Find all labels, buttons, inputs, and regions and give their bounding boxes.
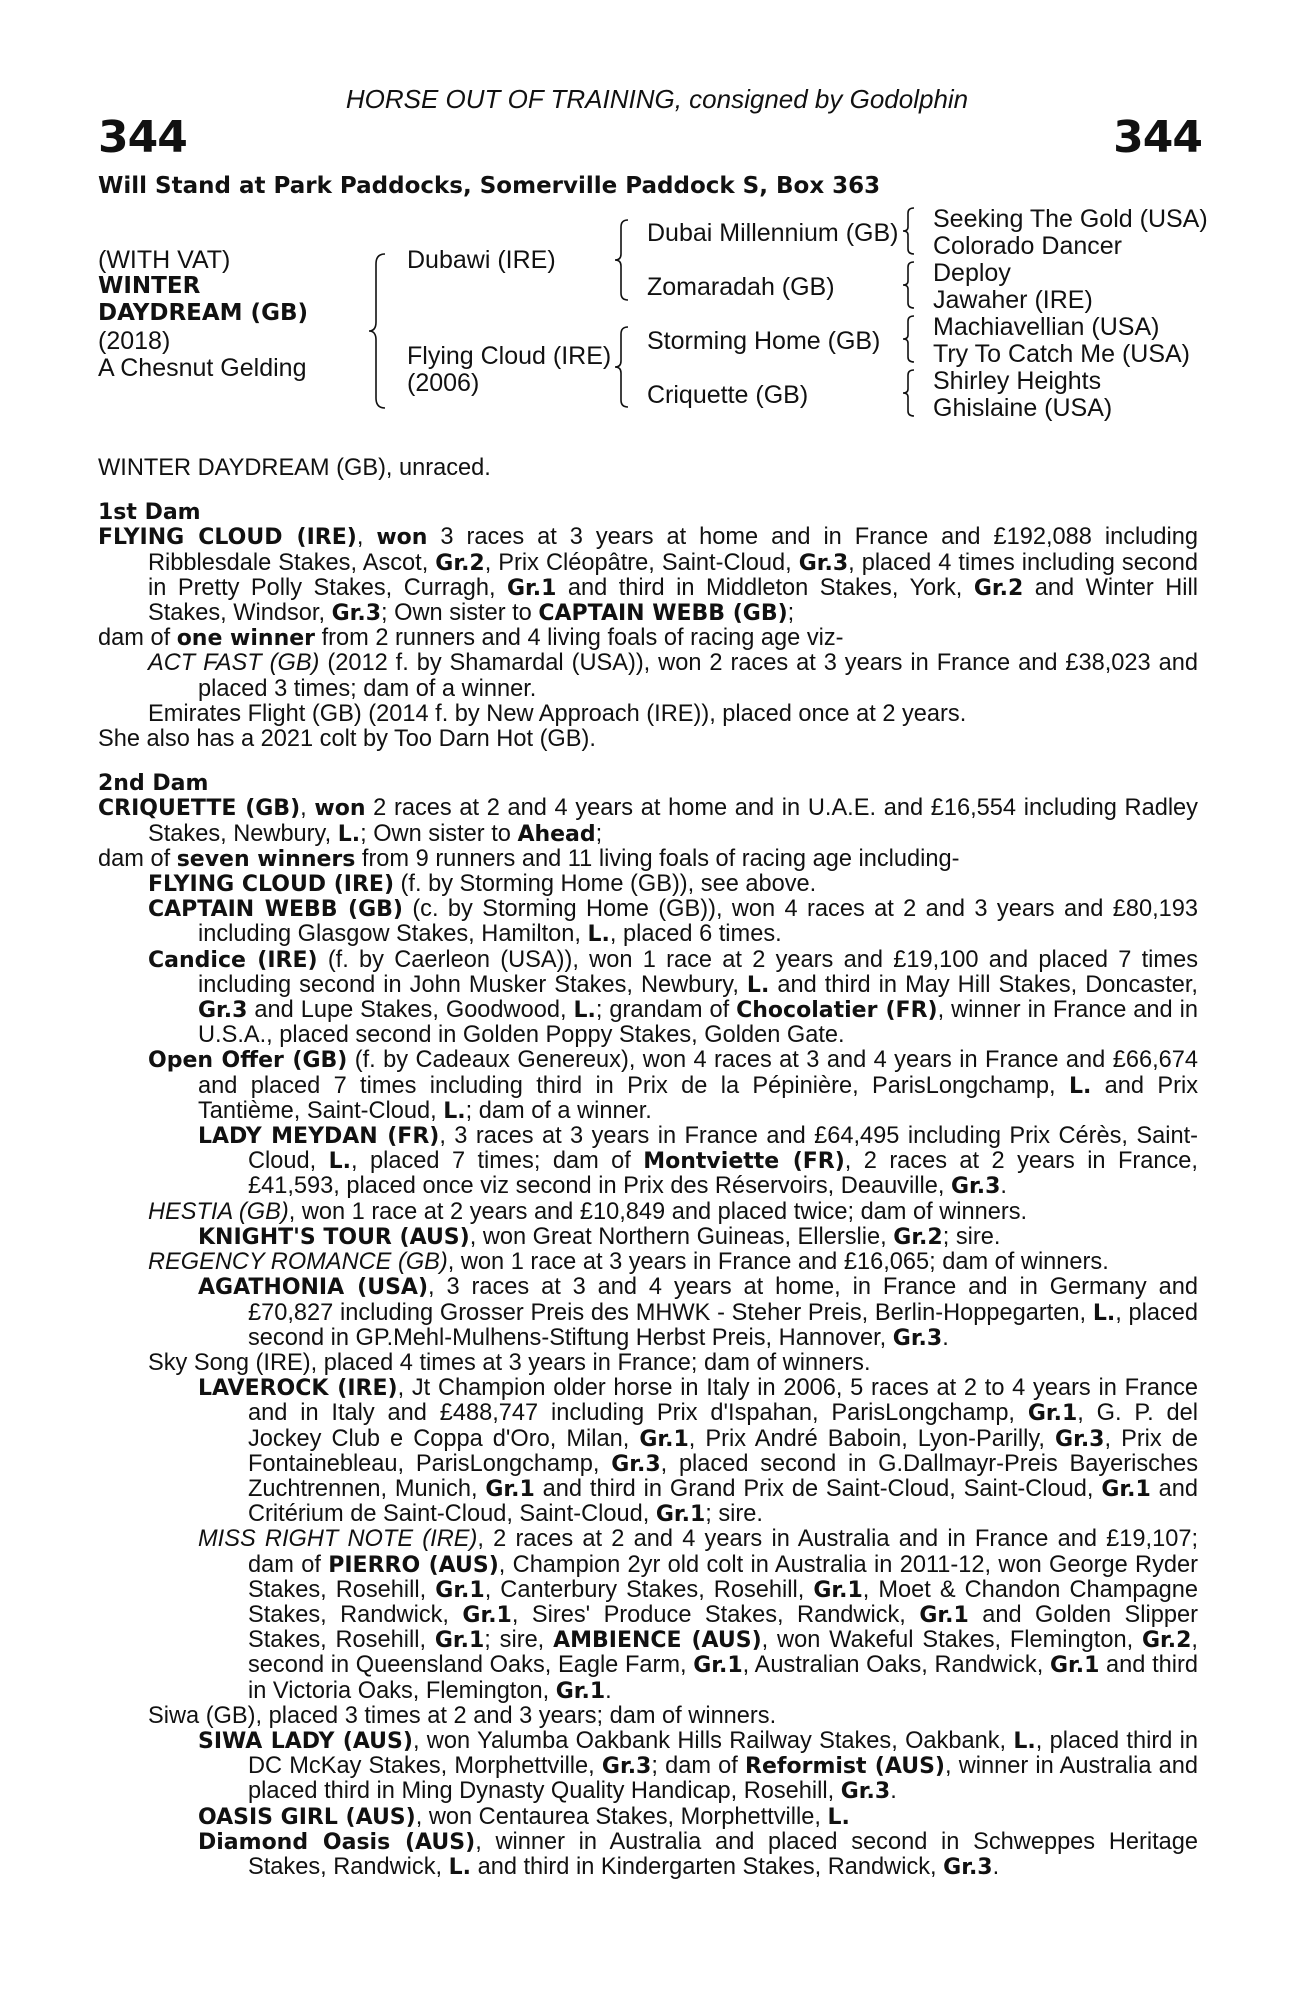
produce-2021-colt: She also has a 2021 colt by Too Darn Hot (GB). [98, 726, 596, 753]
produce-lady-meydan: LADY MEYDAN (FR), 3 races at 3 years in France and £64,495 including Prix Cérès, Saint-Cloud, L., placed 7 times; dam of Montviette (FR), 2 races at 2 years in France, £41,593, placed once viz second in Prix des Réservoirs, Deauville, Gr.3. [198, 1123, 1198, 1200]
stand-location: Will Stand at Park Paddocks, Somerville Paddock S, Box 363 [98, 173, 881, 199]
dam-year: (2006) [407, 369, 480, 397]
sire-sire: Dubai Millennium (GB) [647, 219, 899, 247]
foaling-year: (2018) [98, 327, 171, 355]
produce-laverock: LAVEROCK (IRE), Jt Champion older horse in Italy in 2006, 5 races at 2 to 4 years in France and in Italy and £488,747 including Prix d'Ispahan, ParisLongchamp, Gr.1, G. P. del Jockey Club e Coppa d'Oro, Milan, Gr.1, Prix André Baboin, Lyon-Parilly, Gr.3, Prix de Fontainebleau, ParisLongchamp, Gr.3, placed second in G.Dallmayr-Preis Bayerisches Zuchtrennen, Munich, Gr.1 and third in Grand Prix de Saint-Cloud, Saint-Cloud, Gr.1 and Critérium de Saint-Cloud, Saint-Cloud, Gr.1; sire. [198, 1375, 1199, 1528]
pedigree-brace-dam [614, 325, 632, 409]
ancestor-7: Shirley Heights [933, 367, 1102, 395]
ancestor-8: Ghislaine (USA) [933, 394, 1113, 422]
consignment-line: HORSE OUT OF TRAINING, consigned by Godolphin [345, 84, 969, 114]
first-dam-produce-summary: dam of one winner from 2 runners and 4 living foals of racing age viz- [98, 625, 844, 652]
dam-name: Flying Cloud (IRE) [407, 342, 612, 370]
pedigree-brace-gen1 [368, 252, 390, 410]
sire-name: Dubawi (IRE) [407, 246, 556, 274]
produce-open-offer: Open Offer (GB) (f. by Cadeaux Genereux), won 4 races at 3 and 4 years in France and £66,674 and placed 7 times including third in Prix de la Pépinière, ParisLongchamp, L. and Prix Tantième, Saint-Cloud, L.; dam of a winner. [148, 1047, 1199, 1124]
pedigree-brace-g3-3 [902, 314, 918, 364]
produce-candice: Candice (IRE) (f. by Caerleon (USA)), won 1 race at 2 years and £19,100 and placed 7 times including second in John Musker Stakes, Newbury, L. and third in May Hill Stakes, Doncaster, Gr.3 and Lupe Stakes, Goodwood, L.; grandam of Chocolatier (FR), winner in France and in U.S.A., placed second in Golden Poppy Stakes, Golden Gate. [148, 946, 1198, 1049]
horse-name-line2: DAYDREAM (GB) [98, 300, 308, 326]
unraced-line: WINTER DAYDREAM (GB), unraced. [98, 455, 491, 481]
second-dam-produce-summary: dam of seven winners from 9 runners and 11 living foals of racing age including- [98, 845, 960, 872]
produce-act-fast: ACT FAST (GB) (2012 f. by Shamardal (USA)), won 2 races at 3 years in France and £38,023 and placed 3 times; dam of a winner. [148, 650, 1198, 702]
first-dam-heading: 1st Dam [98, 500, 201, 526]
second-dam-heading: 2nd Dam [98, 771, 209, 797]
ancestor-5: Machiavellian (USA) [933, 313, 1160, 341]
produce-emirates-flight: Emirates Flight (GB) (2014 f. by New Approach (IRE)), placed once at 2 years. [148, 700, 967, 727]
pedigree-brace-g3-4 [902, 368, 918, 418]
first-dam-entry: FLYING CLOUD (IRE), won 3 races at 3 years at home and in France and £192,088 including Ribblesdale Stakes, Ascot, Gr.2, Prix Cléopâtre, Saint-Cloud, Gr.3, placed 4 times including second in Pretty Polly Stakes, Curragh, Gr.1 and third in Middleton Stakes, York, Gr.2 and Winter Hill Stakes, Windsor, Gr.3; Own sister to CAPTAIN WEBB (GB); [98, 524, 1198, 627]
produce-flying-cloud: FLYING CLOUD (IRE) (f. by Storming Home (GB)), see above. [148, 871, 817, 898]
second-dam-entry: CRIQUETTE (GB), won 2 races at 2 and 4 years at home and in U.A.E. and £16,554 including Radley Stakes, Newbury, L.; Own sister to Ahead; [98, 795, 1198, 847]
produce-hestia: HESTIA (GB), won 1 race at 2 years and £10,849 and placed twice; dam of winners. [148, 1198, 1028, 1225]
ancestor-2: Colorado Dancer [933, 232, 1122, 260]
horse-description: A Chesnut Gelding [98, 354, 307, 382]
produce-regency-romance: REGENCY ROMANCE (GB), won 1 race at 3 years in France and £16,065; dam of winners. [148, 1249, 1109, 1276]
catalogue-body [98, 456, 1198, 1880]
dam-sire: Storming Home (GB) [647, 327, 881, 355]
lot-number-right: 344 [1113, 112, 1202, 163]
ancestor-3: Deploy [933, 259, 1011, 287]
dam-dam: Criquette (GB) [647, 381, 809, 409]
produce-agathonia: AGATHONIA (USA), 3 races at 3 and 4 years at home, in France and in Germany and £70,827 including Grosser Preis des MHWK - Steher Preis, Berlin-Hoppegarten, L., placed second in GP.Mehl-Mulhens-Stiftung Herbst Preis, Hannover, Gr.3. [198, 1274, 1198, 1351]
produce-siwa: Siwa (GB), placed 3 times at 2 and 3 years; dam of winners. [148, 1702, 777, 1729]
ancestor-6: Try To Catch Me (USA) [933, 340, 1190, 368]
produce-knights-tour: KNIGHT'S TOUR (AUS), won Great Northern Guineas, Ellerslie, Gr.2; sire. [198, 1223, 1001, 1250]
produce-captain-webb: CAPTAIN WEBB (GB) (c. by Storming Home (GB)), won 4 races at 2 and 3 years and £80,193 including Glasgow Stakes, Hamilton, L., placed 6 times. [148, 896, 1198, 948]
produce-sky-song: Sky Song (IRE), placed 4 times at 3 years in France; dam of winners. [148, 1349, 871, 1376]
produce-diamond-oasis: Diamond Oasis (AUS), winner in Australia and placed second in Schweppes Heritage Stakes, Randwick, L. and third in Kindergarten Stakes, Randwick, Gr.3. [198, 1828, 1198, 1880]
produce-oasis-girl: OASIS GIRL (AUS), won Centaurea Stakes, Morphettville, L. [198, 1803, 850, 1830]
produce-siwa-lady: SIWA LADY (AUS), won Yalumba Oakbank Hills Railway Stakes, Oakbank, L., placed third in DC McKay Stakes, Morphettville, Gr.3; dam of Reformist (AUS), winner in Australia and placed third in Ming Dynasty Quality Handicap, Rosehill, Gr.3. [198, 1727, 1198, 1805]
lot-number-left: 344 [98, 112, 187, 163]
pedigree-brace-g3-2 [902, 260, 918, 310]
ancestor-4: Jawaher (IRE) [933, 286, 1093, 314]
sire-dam: Zomaradah (GB) [647, 273, 835, 301]
pedigree-brace-sire [614, 218, 632, 302]
produce-miss-right-note: MISS RIGHT NOTE (IRE), 2 races at 2 and 4 years in Australia and in France and £19,107; dam of PIERRO (AUS), Champion 2yr old colt in Australia in 2011-12, won George Ryder Stakes, Rosehill, Gr.1, Canterbury Stakes, Rosehill, Gr.1, Moet & Chandon Champagne Stakes, Randwick, Gr.1, Sires' Produce Stakes, Randwick, Gr.1 and Golden Slipper Stakes, Rosehill, Gr.1; sire, AMBIENCE (AUS), won Wakeful Stakes, Flemington, Gr.2, second in Queensland Oaks, Eagle Farm, Gr.1, Australian Oaks, Randwick, Gr.1 and third in Victoria Oaks, Flemington, Gr.1. [198, 1526, 1199, 1704]
pedigree-brace-g3-1 [902, 206, 918, 256]
ancestor-1: Seeking The Gold (USA) [933, 205, 1208, 233]
horse-name-line1: WINTER [98, 273, 201, 299]
vat-label: (WITH VAT) [98, 246, 231, 274]
